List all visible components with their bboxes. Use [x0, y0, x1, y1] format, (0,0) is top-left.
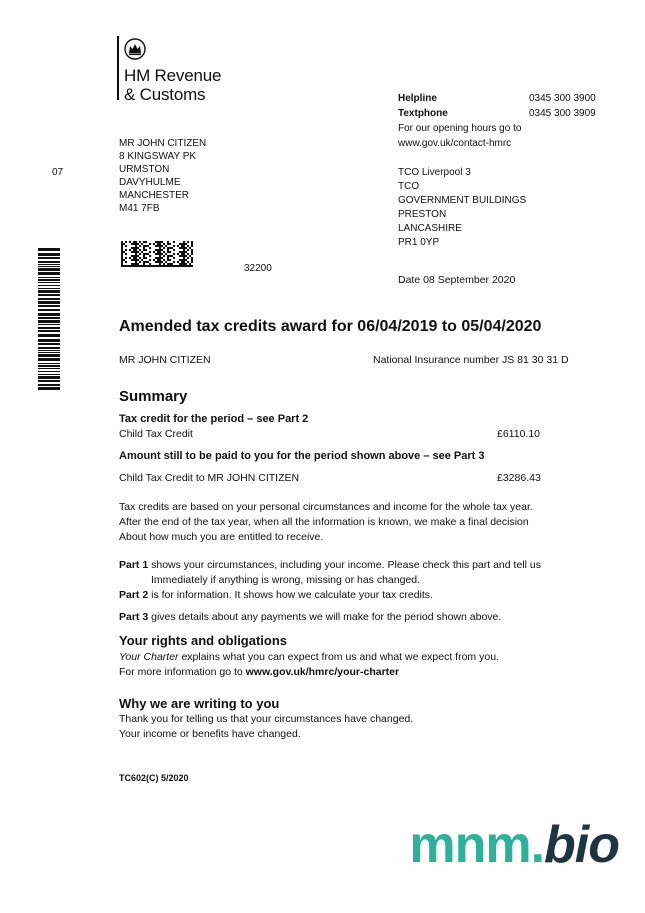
paid-heading: Amount still to be paid to you for the period shown above – see Part 3	[119, 450, 485, 462]
intro-line: About how much you are entitled to receive.	[119, 531, 324, 543]
office-line: GOVERNMENT BUILDINGS	[398, 195, 527, 206]
part-1-line	[119, 558, 599, 573]
margin-mark: 07	[52, 167, 64, 178]
rights-charter-line	[119, 650, 499, 665]
office-line: TCO Liverpool 3	[398, 167, 471, 178]
hours-line: For our opening hours go to	[398, 123, 522, 134]
more-text: For more information go to	[119, 666, 246, 678]
why-line-2: Your income or benefits have changed.	[119, 728, 301, 740]
watermark-part-2: bio	[544, 816, 619, 874]
contact-block	[398, 92, 521, 152]
charter-link[interactable]: www.gov.uk/hmrc/your-charter	[245, 666, 400, 678]
logo-divider	[117, 36, 119, 100]
credit-label: Child Tax Credit	[119, 428, 193, 440]
address-line: URMSTON	[119, 164, 170, 175]
paid-label: Child Tax Credit to MR JOHN CITIZEN	[119, 472, 300, 484]
part-2-text: is for information. It shows how we calculate your tax credits.	[148, 589, 433, 601]
part-3-text: gives details about any payments we will make for the period shown above.	[148, 611, 502, 623]
office-line: PR1 0YP	[398, 237, 440, 248]
charter-text: explains what you can expect from us and what we expect from you.	[178, 651, 499, 663]
2d-barcode	[121, 241, 193, 267]
credit-amount: £6110.10	[497, 428, 541, 440]
parts-list	[119, 558, 599, 625]
part-1-label: Part 1	[119, 559, 149, 571]
logo-line-2: & Customs	[124, 85, 206, 104]
crown-crest-icon	[124, 38, 146, 60]
textphone-number: 0345 300 3909	[529, 108, 596, 119]
intro-paragraph	[119, 500, 533, 545]
watermark-logo	[409, 815, 619, 875]
part-1-continuation: Immediately if anything is wrong, missing or has changed.	[151, 574, 421, 586]
part-3-label: Part 3	[119, 611, 149, 623]
summary-heading: Summary	[119, 388, 188, 405]
recipient-address	[119, 137, 206, 215]
helpline-number: 0345 300 3900	[529, 93, 596, 104]
form-code: TC602(C) 5/2020	[119, 773, 189, 783]
office-line: LANCASHIRE	[398, 223, 462, 234]
paid-amount: £3286.43	[497, 472, 541, 484]
part-2-line	[119, 588, 599, 603]
hours-url: www.gov.uk/contact-hmrc	[398, 138, 512, 149]
page-title: Amended tax credits award for 06/04/2019 to 05/04/2020	[119, 318, 542, 335]
office-line: TCO	[398, 181, 420, 192]
rights-heading: Your rights and obligations	[119, 633, 288, 648]
address-line: DAVYHULME	[119, 177, 181, 188]
part-2-label: Part 2	[119, 589, 149, 601]
rights-more-line	[119, 665, 399, 680]
reference-code: 32200	[244, 263, 272, 274]
customer-name: MR JOHN CITIZEN	[119, 354, 211, 366]
ni-number: National Insurance number JS 81 30 31 D	[373, 354, 569, 366]
contact-numbers	[529, 92, 596, 122]
office-address	[398, 166, 526, 250]
textphone-label: Textphone	[398, 108, 448, 119]
address-line: MR JOHN CITIZEN	[119, 138, 207, 149]
vertical-barcode	[38, 248, 66, 390]
why-line-1: Thank you for telling us that your circumstances have changed.	[119, 713, 414, 725]
helpline-label: Helpline	[398, 93, 437, 104]
credit-heading: Tax credit for the period – see Part 2	[119, 413, 309, 425]
address-line: MANCHESTER	[119, 190, 190, 201]
part-1-text: shows your circumstances, including your income. Please check this part and tell us	[148, 559, 541, 571]
part-3-line	[119, 610, 599, 625]
hmrc-logo-text	[124, 66, 221, 104]
intro-line: After the end of the tax year, when all the information is known, we make a final decision	[119, 516, 529, 528]
charter-title: Your Charter	[119, 651, 179, 663]
intro-line: Tax credits are based on your personal circumstances and income for the whole tax year.	[119, 501, 533, 513]
office-line: PRESTON	[398, 209, 447, 220]
letter-date: Date 08 September 2020	[398, 274, 516, 286]
address-line: M41 7FB	[119, 203, 160, 214]
logo-line-1: HM Revenue	[124, 66, 222, 85]
watermark-part-1: mnm.	[409, 816, 545, 874]
address-line: 8 KINGSWAY PK	[119, 151, 197, 162]
why-heading: Why we are writing to you	[119, 696, 280, 711]
